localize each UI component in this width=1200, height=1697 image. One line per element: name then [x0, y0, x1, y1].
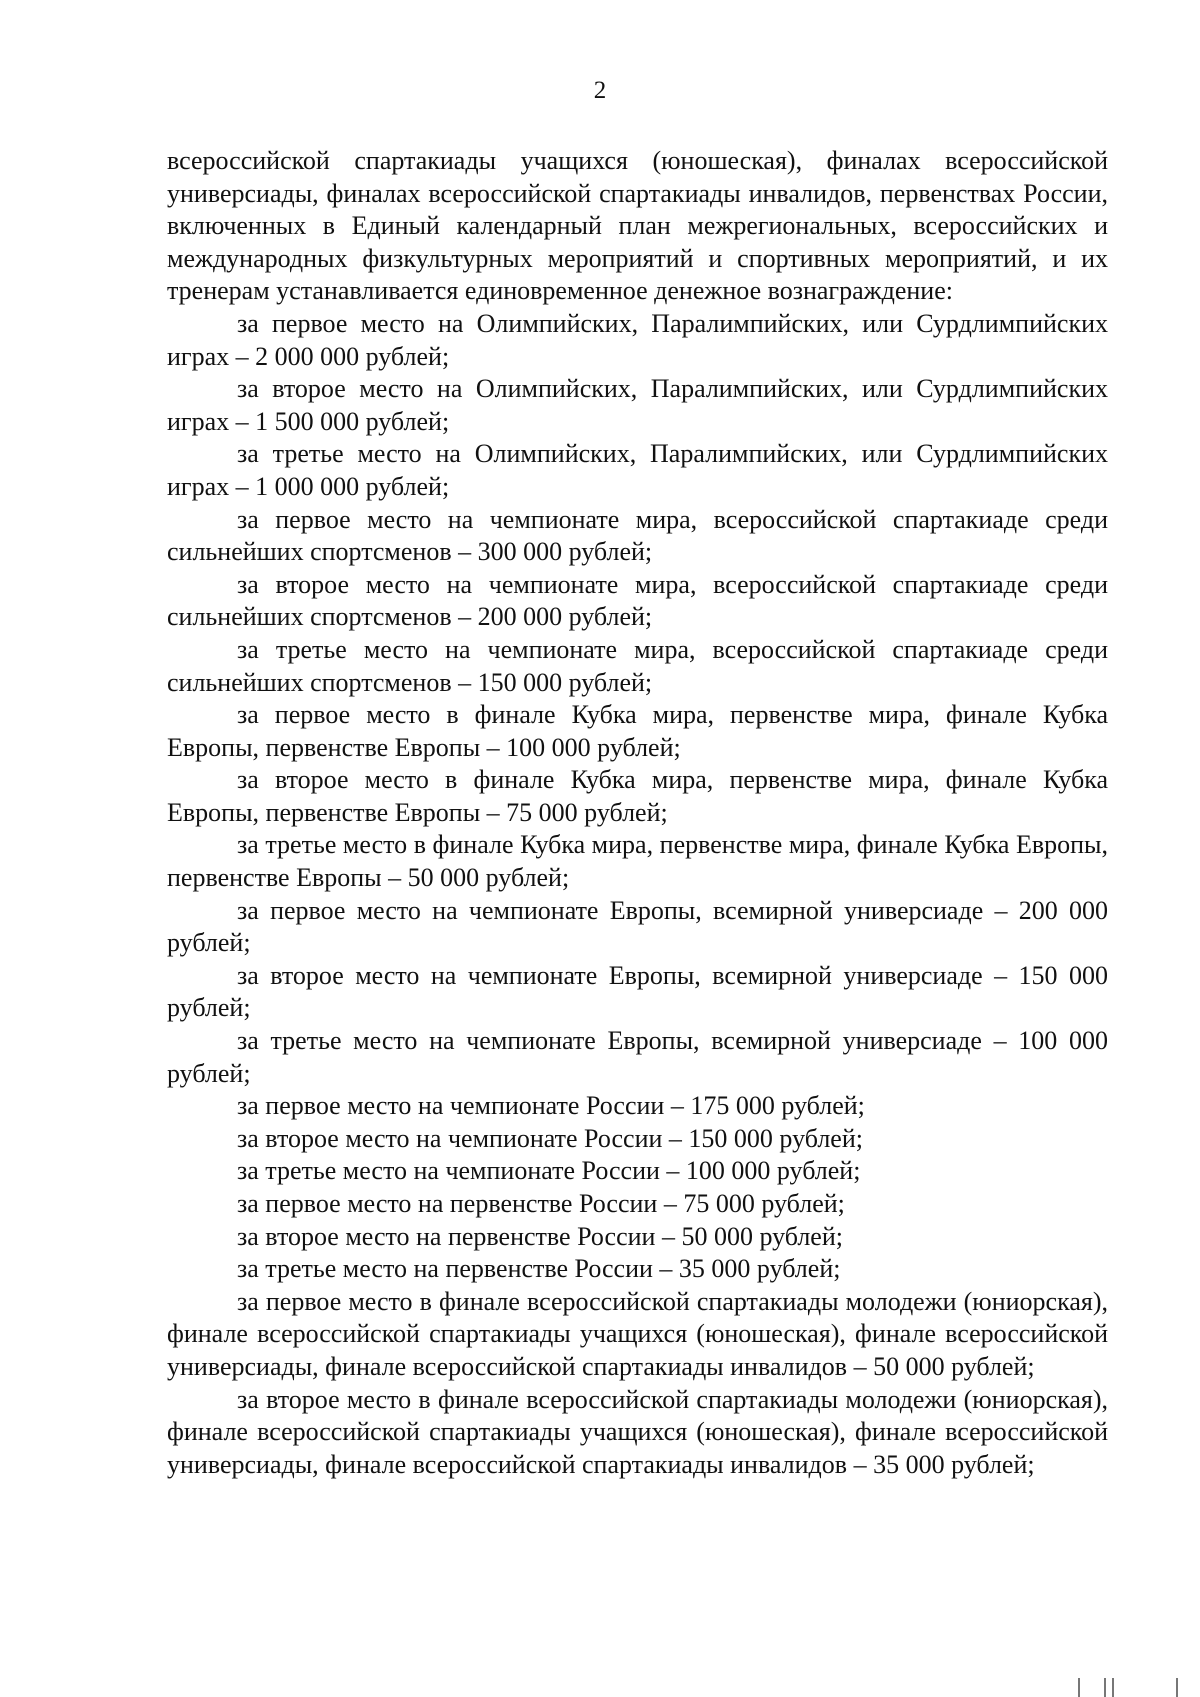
- scan-mark: [1104, 1678, 1106, 1697]
- page-number: 2: [593, 77, 607, 104]
- paragraph: за второе место на чемпионате мира, всероссийской спартакиаде среди сильнейших спортсменов – 200 000 рублей;: [167, 569, 1108, 632]
- paragraph: за второе место на чемпионате России – 150 000 рублей;: [237, 1123, 863, 1153]
- paragraph: за второе место на Олимпийских, Паралимпийских, или Сурдлимпийских играх – 1 500 000 рублей;: [167, 374, 1108, 436]
- scan-mark: [1078, 1678, 1080, 1697]
- scan-mark: [1112, 1678, 1114, 1697]
- scan-edge-marks: [1040, 1678, 1200, 1697]
- paragraph: за первое место на чемпионате мира, всероссийской спартакиаде среди сильнейших спортсменов – 300 000 рублей;: [167, 504, 1108, 567]
- paragraph: всероссийской спартакиады учащихся (юношеская), финалах всероссийской универсиады, финалах всероссийской спартакиады инвалидов, первенствах России, включенных в Единый календарный план межрегиональных, всероссийских и международных физкультурных мероприятий и спортивных мероприятий, и их тренерам устанавливается единовременное денежное вознаграждение:: [167, 146, 1108, 306]
- paragraph: за первое место на чемпионате Европы, всемирной универсиаде – 200 000 рублей;: [167, 895, 1108, 958]
- scan-mark: [1176, 1678, 1178, 1697]
- paragraph: за первое место на чемпионате России – 175 000 рублей;: [237, 1091, 865, 1121]
- paragraph: за первое место на Олимпийских, Паралимпийских, или Сурдлимпийских играх – 2 000 000 рублей;: [167, 308, 1108, 371]
- paragraph: за второе место в финале Кубка мира, первенстве мира, финале Кубка Европы, первенстве Европы – 75 000 рублей;: [167, 765, 1108, 827]
- paragraph: за третье место на чемпионате России – 100 000 рублей;: [237, 1156, 861, 1186]
- paragraph: за третье место на Олимпийских, Паралимпийских, или Сурдлимпийских играх – 1 000 000 рублей;: [167, 439, 1108, 501]
- document-body: [167, 145, 1108, 1481]
- paragraph: за первое место в финале Кубка мира, первенстве мира, финале Кубка Европы, первенстве Европы – 100 000 рублей;: [167, 700, 1108, 762]
- paragraph: за первое место в финале всероссийской спартакиады молодежи (юниорская), финале всероссийской спартакиады учащихся (юношеская), финале всероссийской универсиады, финале всероссийской спартакиады инвалидов – 50 000 рублей;: [167, 1286, 1108, 1381]
- paragraph: за второе место на чемпионате Европы, всемирной универсиаде – 150 000 рублей;: [167, 960, 1108, 1023]
- paragraph: за первое место на первенстве России – 75 000 рублей;: [237, 1189, 845, 1218]
- paragraph: за третье место в финале Кубка мира, первенстве мира, финале Кубка Европы, первенстве Европы – 50 000 рублей;: [167, 830, 1108, 893]
- paragraph: за третье место на чемпионате мира, всероссийской спартакиаде среди сильнейших спортсменов – 150 000 рублей;: [167, 634, 1108, 697]
- paragraph: за третье место на чемпионате Европы, всемирной универсиаде – 100 000 рублей;: [167, 1026, 1108, 1088]
- paragraph: за третье место на первенстве России – 35 000 рублей;: [237, 1254, 841, 1284]
- paragraph: за второе место на первенстве России – 50 000 рублей;: [237, 1221, 843, 1251]
- paragraph: за второе место в финале всероссийской спартакиады молодежи (юниорская), финале всероссийской спартакиады учащихся (юношеская), финале всероссийской универсиады, финале всероссийской спартакиады инвалидов – 35 000 рублей;: [167, 1384, 1108, 1479]
